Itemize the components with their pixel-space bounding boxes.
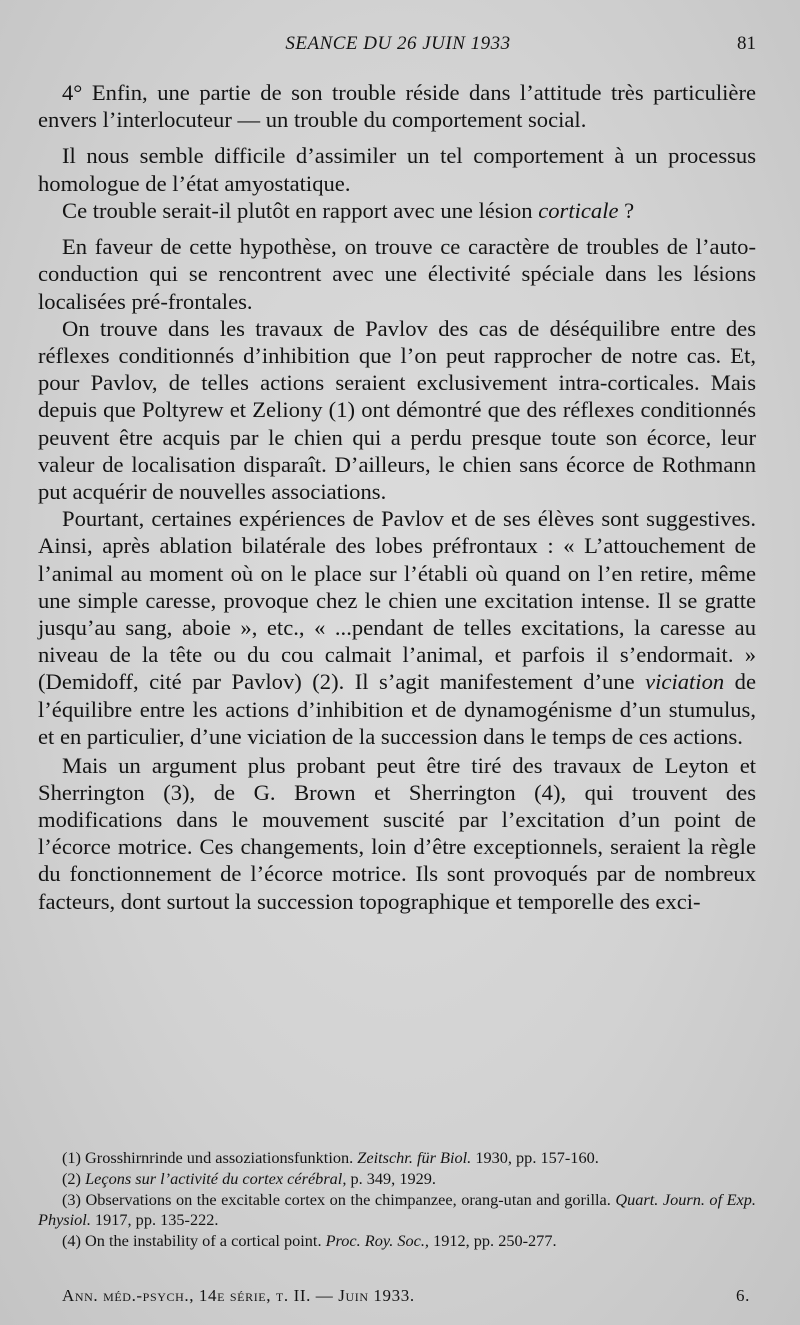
footnote-3 [38,1190,756,1232]
paragraph-2: Il nous semble difficile d’assimiler un tel comportement à un processus homologue de l’état amyostatique. [38,143,756,196]
paragraph-1: 4° Enfin, une partie de son trouble réside dans l’attitude très particulière envers l’interlocuteur — un trouble du comportement social. [38,80,756,133]
footnotes [38,1148,756,1252]
paragraph-3 [38,197,756,224]
paragraph-6 [38,505,756,750]
signature-mark: 6. [736,1286,750,1305]
footnote-4-journal: Proc. Roy. Soc., [325,1231,429,1251]
page-number: 81 [737,33,756,54]
footnote-2 [38,1169,756,1190]
paragraph-3-text: Ce trouble serait-il plutôt en rapport avec une lésion [62,198,539,224]
running-header [40,30,756,60]
footnote-2-ref: p. 349, 1929. [346,1168,436,1188]
footnote-3-ref: 1917, pp. 135-222. [90,1210,219,1230]
footnote-1-text: (1) Grosshirnrinde und assoziationsfunktion. [62,1148,358,1167]
footnote-4 [38,1231,756,1252]
footnote-1 [38,1148,756,1169]
paragraph-7: Mais un argument plus probant peut être tiré des travaux de Leyton et Sherrington (3), de G. Brown et Sherrington (4), qui trouvent des modifications dans le mouvement suscité par l’excitation d’un point de l’écorce motrice. Ces changements, loin d’être exceptionnels, seraient la règle du fonctionnement de l’écorce motrice. Ils sont provoqués par de nombreux facteurs, dont surtout la succession topographique et temporelle des exci- [38,752,756,914]
body-text [38,79,756,923]
footnote-2-title: Leçons sur l’activité du cortex cérébral, [85,1168,347,1188]
paragraph-6-end: de l’équilibre entre les actions d’inhibition et de dynamogénisme d’un stumulus, et en particulier, d’une viciation de la succession dans le temps de ces actions. [38,669,756,749]
paragraph-4: En faveur de cette hypothèse, on trouve ce caractère de troubles de l’auto-conduction qui se rencontrent avec une électivité spéciale dans les lésions localisées pré-frontales. [38,234,756,314]
footnote-3-text: (3) Observations on the excitable cortex on the chimpanzee, orang-utan and gorilla. [62,1189,616,1209]
footnote-1-ref: 1930, pp. 157-160. [471,1148,599,1167]
paragraph-6-text: Pourtant, certaines expériences de Pavlov et de ses élèves sont suggestives. Ainsi, après ablation bilatérale des lobes préfrontaux : « L’attouchement de l’animal au moment où on le place sur l’établi où quand on l’en retire, même une simple caresse, provoque chez le chien une excitation intense. Il se gratte jusqu’au sang, aboie », etc., « ...pendant de telles excitations, la caresse au niveau de la tête ou du cou calmait l’animal, et parfois il s’endormait. » (Demidoff, cité par Pavlov) (2). Il s’agit manifestement d’une [38,506,756,695]
footnote-3-journal: Quart. Journ. of Exp. Physiol. [38,1189,756,1230]
footnote-1-journal: Zeitschr. für Biol. [357,1148,472,1167]
paragraph-3-end: ? [618,198,635,224]
header-title: SEANCE DU 26 JUIN 1933 [285,33,511,54]
footnote-4-text: (4) On the instability of a cortical point. [62,1231,326,1251]
paragraph-3-italic: corticale [538,198,619,224]
footnote-4-ref: 1912, pp. 250-277. [429,1231,557,1251]
footer-citation: Ann. méd.-psych., 14e série, t. II. — Juin 1933. [62,1286,415,1305]
paragraph-6-italic: viciation [645,669,725,695]
paragraph-5: On trouve dans les travaux de Pavlov des cas de déséquilibre entre des réflexes conditionnés d’inhibition que l’on peut rapprocher de notre cas. Et, pour Pavlov, de telles actions seraient exclusivement intra-corticales. Mais depuis que Poltyrew et Zeliony (1) ont démontré que des réflexes conditionnés peuvent être acquis par le chien qui a perdu presque toute son écorce, leur valeur de localisation disparaît. D’ailleurs, le chien sans écorce de Rothmann put acquérir de nouvelles associations. [38,315,756,505]
footnote-2-text: (2) [62,1168,86,1188]
